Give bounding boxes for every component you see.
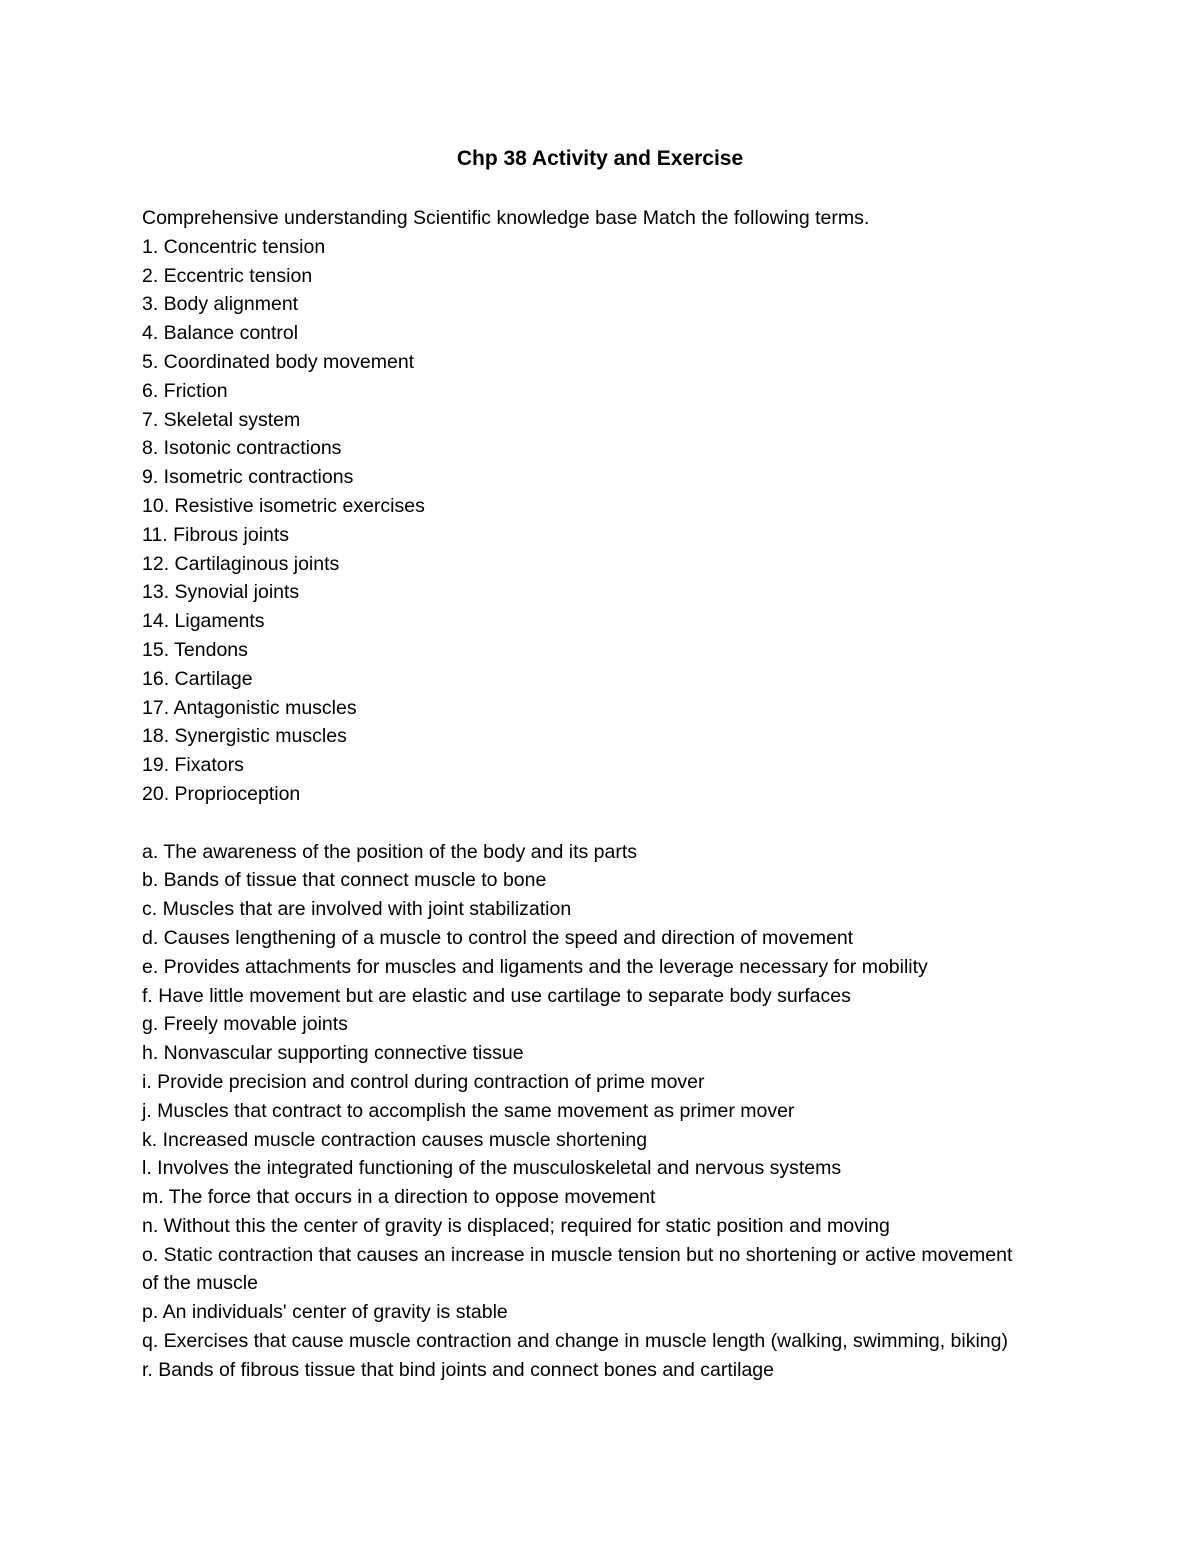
definition-item: r. Bands of fibrous tissue that bind joints and connect bones and cartilage bbox=[142, 1358, 774, 1381]
definition-item: q. Exercises that cause muscle contraction and change in muscle length (walking, swimming, biking) bbox=[142, 1330, 1008, 1353]
definition-item: e. Provides attachments for muscles and ligaments and the leverage necessary for mobility bbox=[142, 955, 928, 978]
term-item: 9. Isometric contractions bbox=[142, 466, 354, 489]
definitions-list bbox=[142, 838, 1022, 1385]
definition-item: o. Static contraction that causes an increase in muscle tension but no shortening or active movement of the muscle bbox=[142, 1243, 1013, 1295]
definition-item: m. The force that occurs in a direction to oppose movement bbox=[142, 1186, 656, 1209]
term-item: 2. Eccentric tension bbox=[142, 264, 313, 287]
document-body bbox=[142, 204, 1022, 1385]
intro-text: Comprehensive understanding Scientific knowledge base Match the following terms. bbox=[142, 207, 870, 229]
term-item: 18. Synergistic muscles bbox=[142, 725, 347, 748]
definition-item: p. An individuals' center of gravity is stable bbox=[142, 1301, 508, 1324]
section-spacer bbox=[142, 809, 1022, 838]
term-item: 20. Proprioception bbox=[142, 782, 301, 805]
definition-item: f. Have little movement but are elastic and use cartilage to separate body surfaces bbox=[142, 984, 851, 1007]
term-item: 16. Cartilage bbox=[142, 667, 253, 690]
definition-item: k. Increased muscle contraction causes muscle shortening bbox=[142, 1128, 648, 1151]
term-item: 15. Tendons bbox=[142, 638, 248, 661]
definition-item: b. Bands of tissue that connect muscle to bone bbox=[142, 869, 547, 892]
definition-item: d. Causes lengthening of a muscle to control the speed and direction of movement bbox=[142, 926, 854, 949]
term-item: 7. Skeletal system bbox=[142, 408, 301, 431]
term-item: 10. Resistive isometric exercises bbox=[142, 494, 425, 517]
term-item: 5. Coordinated body movement bbox=[142, 350, 415, 373]
term-item: 3. Body alignment bbox=[142, 293, 299, 316]
term-item: 19. Fixators bbox=[142, 754, 244, 777]
term-item: 1. Concentric tension bbox=[142, 235, 326, 258]
definition-item: h. Nonvascular supporting connective tissue bbox=[142, 1042, 524, 1065]
terms-list bbox=[142, 233, 1022, 809]
term-item: 12. Cartilaginous joints bbox=[142, 552, 340, 575]
definition-item: l. Involves the integrated functioning of the musculoskeletal and nervous systems bbox=[142, 1157, 842, 1180]
definition-item: c. Muscles that are involved with joint stabilization bbox=[142, 898, 572, 921]
page-title: Chp 38 Activity and Exercise bbox=[456, 147, 744, 170]
definition-item: j. Muscles that contract to accomplish the same movement as primer mover bbox=[142, 1099, 795, 1122]
term-item: 4. Balance control bbox=[142, 322, 299, 345]
term-item: 17. Antagonistic muscles bbox=[142, 696, 357, 719]
term-item: 6. Friction bbox=[142, 379, 228, 402]
term-item: 8. Isotonic contractions bbox=[142, 437, 342, 460]
term-item: 14. Ligaments bbox=[142, 610, 265, 633]
term-item: 13. Synovial joints bbox=[142, 581, 300, 604]
definition-item: a. The awareness of the position of the body and its parts bbox=[142, 840, 638, 863]
definition-item: i. Provide precision and control during contraction of prime mover bbox=[142, 1070, 705, 1093]
term-item: 11. Fibrous joints bbox=[142, 523, 290, 546]
definition-item: n. Without this the center of gravity is displaced; required for static position and moving bbox=[142, 1214, 890, 1237]
definition-item: g. Freely movable joints bbox=[142, 1013, 348, 1036]
